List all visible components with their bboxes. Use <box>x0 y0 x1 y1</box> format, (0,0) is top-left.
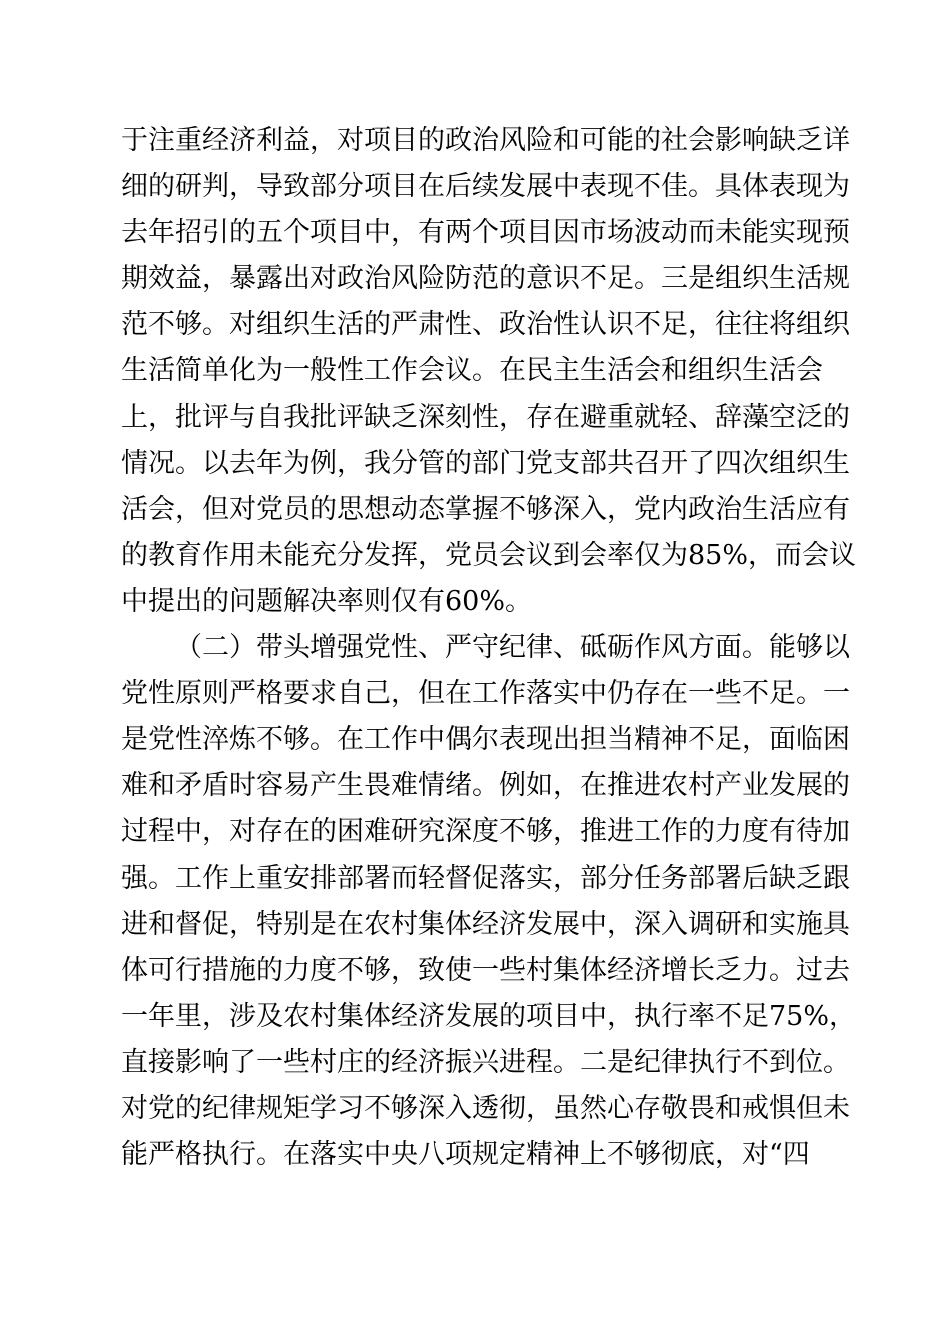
text-line: 对党的纪律规矩学习不够深入透彻，虽然心存敬畏和戒惧但未 <box>121 1092 850 1124</box>
body-text <box>121 118 857 1178</box>
section-heading-line: （二）带头增强党性、严守纪律、砥砺作风方面。能够以 <box>175 632 850 664</box>
text-line: 范不够。对组织生活的严肃性、政治性认识不足，往往将组织 <box>121 309 850 341</box>
text-line: 能严格执行。在落实中央八项规定精神上不够彻底，对“四 <box>121 1139 810 1171</box>
text-line: 一年里，涉及农村集体经济发展的项目中，执行率不足75%， <box>121 1000 857 1032</box>
text-line: 难和矛盾时容易产生畏难情绪。例如，在推进农村产业发展的 <box>121 770 850 802</box>
text-line: 直接影响了一些村庄的经济振兴进程。二是纪律执行不到位。 <box>121 1046 850 1078</box>
text-line: 强。工作上重安排部署而轻督促落实，部分任务部署后缺乏跟 <box>121 862 850 894</box>
text-line: 进和督促，特别是在农村集体经济发展中，深入调研和实施具 <box>121 908 850 940</box>
text-line: 体可行措施的力度不够，致使一些村集体经济增长乏力。过去 <box>121 954 850 986</box>
text-line: 生活简单化为一般性工作会议。在民主生活会和组织生活会 <box>121 355 823 387</box>
text-line: 的教育作用未能充分发挥，党员会议到会率仅为85%，而会议 <box>121 539 857 571</box>
text-line: 情况。以去年为例，我分管的部门党支部共召开了四次组织生 <box>121 447 850 479</box>
text-line: 过程中，对存在的困难研究深度不够，推进工作的力度有待加 <box>121 816 850 848</box>
text-line: 于注重经济利益，对项目的政治风险和可能的社会影响缺乏详 <box>121 125 850 156</box>
text-line: 活会，但对党员的思想动态掌握不够深入，党内政治生活应有 <box>121 493 850 525</box>
text-line: 中提出的问题解决率则仅有60%。 <box>121 585 533 617</box>
text-line: 去年招引的五个项目中，有两个项目因市场波动而未能实现预 <box>121 217 850 249</box>
text-line: 期效益，暴露出对政治风险防范的意识不足。三是组织生活规 <box>121 263 850 295</box>
text-line: 是党性淬炼不够。在工作中偶尔表现出担当精神不足，面临困 <box>121 724 850 756</box>
text-line: 党性原则严格要求自己，但在工作落实中仍存在一些不足。一 <box>121 678 850 710</box>
text-line: 细的研判，导致部分项目在后续发展中表现不佳。具体表现为 <box>121 171 850 203</box>
text-line: 上，批评与自我批评缺乏深刻性，存在避重就轻、辞藻空泛的 <box>121 401 850 433</box>
